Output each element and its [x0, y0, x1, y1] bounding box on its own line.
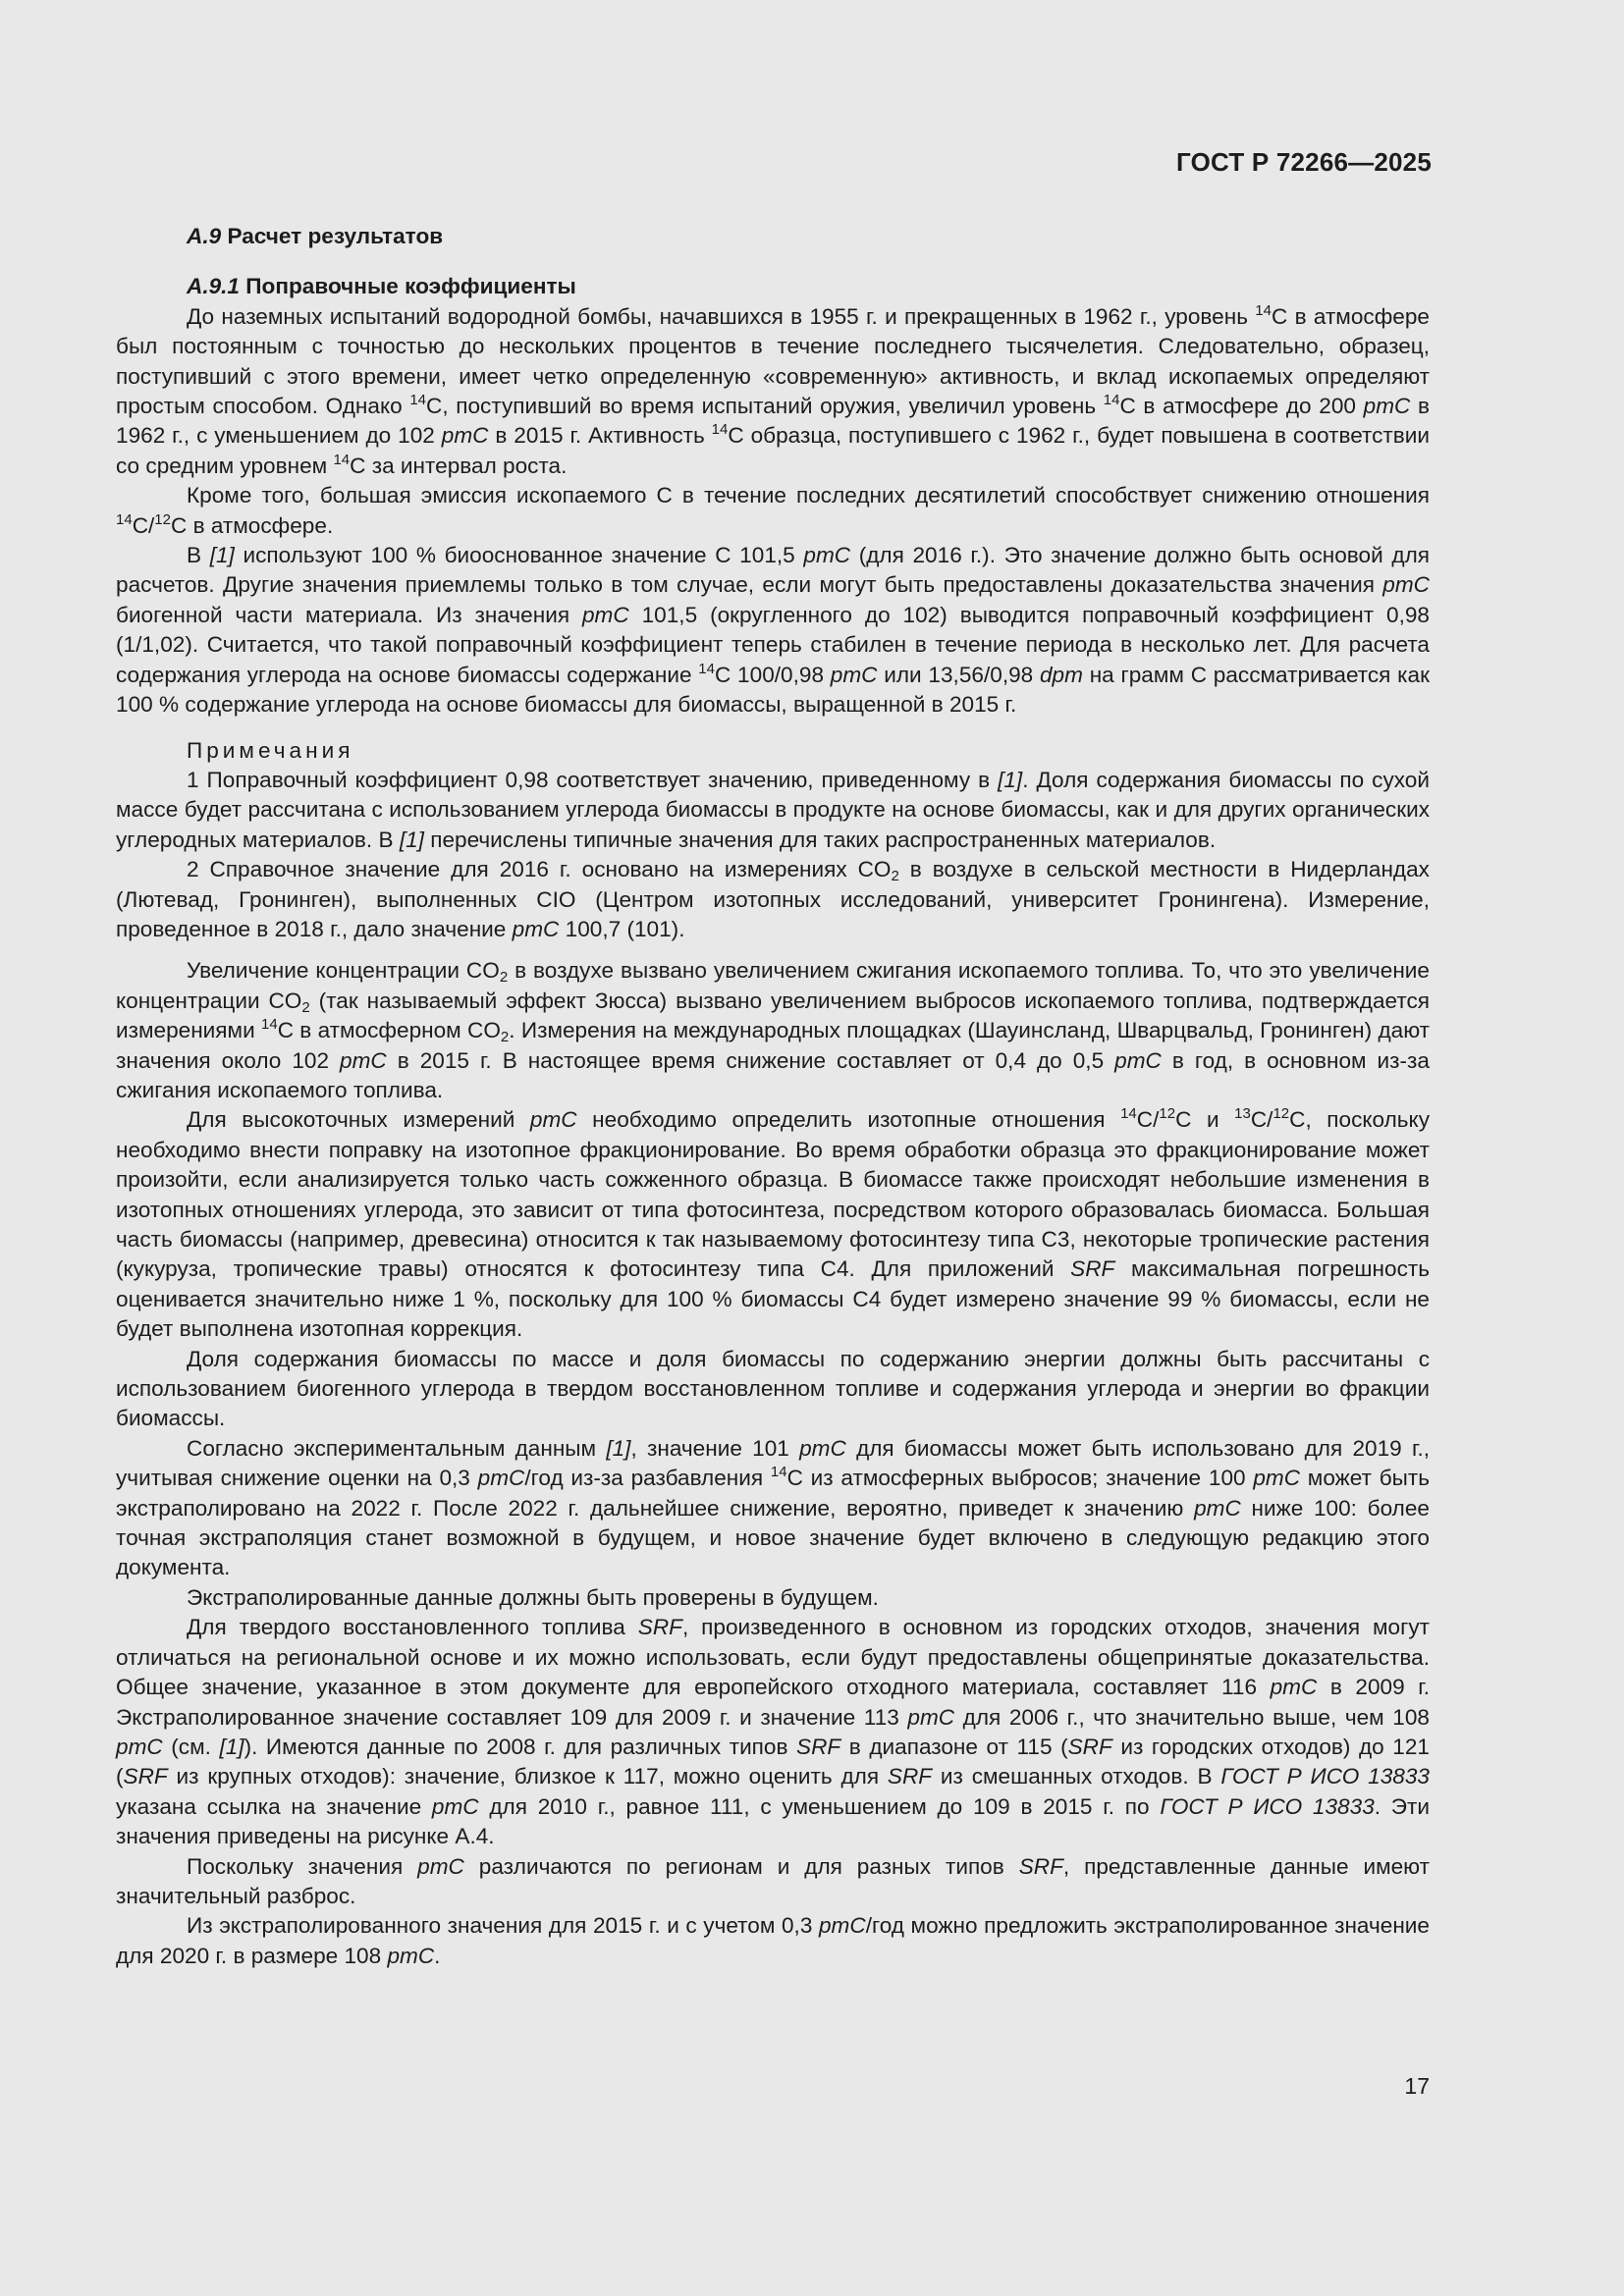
note-item: 2 Справочное значение для 2016 г. основано на измерениях $CO_2$ в воздухе в сельской местности в Нидерландах (Лютевад, Гронинген), выполненных CIO (Центром изотопных исследований, университет Гронингена). Измерение, проведенное в 2018 г., дало значение pmC 100,7 (101). — [116, 857, 1430, 941]
paragraph: Экстраполированные данные должны быть проверены в будущем. — [187, 1584, 879, 1610]
paragraph: До наземных испытаний водородной бомбы, начавшихся в 1955 г. и прекращенных в 1962 г., уровень $^{14}$C в атмосфере был постоянным с точностью до нескольких процентов в течение последнего тысячелетия. Следовательно, образец, поступивший с этого времени, имеет четко определенную «современную» активность, и вклад ископаемых определяют простым способом. Однако $^{14}$C, поступивший во время испытаний оружия, увеличил уровень $^{14}$C в атмосфере до 200 pmC в 1962 г., с уменьшением до 102 pmC в 2015 г. Активность $^{14}$C образца, поступившего с 1962 г., будет повышена в соответствии со средним уровнем $^{14}$C за интервал роста. — [116, 301, 1431, 478]
paragraph: Кроме того, большая эмиссия ископаемого C в течение последних десятилетий способствует снижению отношения $^{14}$C/$^{12}$C в атмосфере. — [116, 483, 1430, 538]
paragraph: Для высокоточных измерений pmC необходимо определить изотопные отношения $^{14}$C/$^{12}$C и $^{13}$C/$^{12}$C, поскольку необходимо внести поправку на изотопное фракционирование. Во время обработки образца это фракционирование может произойти, если анализируется только часть сожженного образца. В биомассе также происходят небольшие изменения в изотопных отношениях углерода, это зависит от типа фотосинтеза, посредством которого образовалась биомасса. Большая часть биомассы (например, древесина) относится к так называемому фотосинтезу типа C3, некоторые тропические растения (кукуруза, тропические травы) относятся к фотосинтезу типа C4. Для приложений SRF максимальная погрешность оценивается значительно ниже 1 %, поскольку для 100 % биомассы C4 будет измерено значение 99 % биомассы, если не будет выполнена изотопная коррекция. — [116, 1105, 1430, 1342]
page-number: 17 — [1404, 2073, 1430, 2099]
subsection-heading — [116, 272, 1430, 301]
paragraph: Поскольку значения pmC различаются по регионам и для разных типов SRF, представленные данные имеют значительный разброс. — [116, 1853, 1430, 1908]
subsection-title: Поправочные коэффициенты — [240, 274, 576, 299]
notes-title: Примечания — [187, 737, 354, 763]
document-header: ГОСТ Р 72266—2025 — [1176, 147, 1432, 177]
section-heading — [116, 222, 1430, 251]
subsection-number: А.9.1 — [187, 274, 241, 299]
paragraph: Из экстраполированного значения для 2015 г. и с учетом 0,3 pmC/год можно предложить экстраполированное значение для 2020 г. в размере 108 pmC. — [116, 1913, 1430, 1968]
note-item: 1 Поправочный коэффициент 0,98 соответствует значению, приведенному в [1]. Доля содержания биомассы по сухой массе будет рассчитана с использованием углерода биомассы в продукте на основе биомассы, как и для других органических углеродных материалов. В [1] перечислены типичные значения для таких распространенных материалов. — [116, 767, 1430, 852]
paragraph: Согласно экспериментальным данным [1], значение 101 pmC для биомассы может быть использовано для 2019 г., учитывая снижение оценки на 0,3 pmC/год из-за разбавления $^{14}$C из атмосферных выбросов; значение 100 pmC может быть экстраполировано на 2022 г. После 2022 г. дальнейшее снижение, вероятно, приведет к значению pmC ниже 100: более точная экстраполяция станет возможной в будущем, и новое значение будет включено в следующую редакцию этого документа. — [116, 1435, 1431, 1580]
section-number: А.9 — [187, 224, 222, 248]
paragraph: В [1] используют 100 % биооснованное значение C 101,5 pmC (для 2016 г.). Это значение должно быть основой для расчетов. Другие значения приемлемы только в том случае, если могут быть предоставлены доказательства значения pmC биогенной части материала. Из значения pmC 101,5 (округленного до 102) выводится поправочный коэффициент 0,98 (1/1,02). Считается, что такой поправочный коэффициент теперь стабилен в течение периода в несколько лет. Для расчета содержания углерода на основе биомассы содержание $^{14}$C 100/0,98 pmC или 13,56/0,98 dpm на грамм C рассматривается как 100 % содержание углерода на основе биомассы для биомассы, выращенной в 2015 г. — [116, 543, 1430, 718]
paragraph: Доля содержания биомассы по массе и доля биомассы по содержанию энергии должны быть рассчитаны с использованием биогенного углерода в твердом восстановленном топливе и содержания углерода и энергии во фракции биомассы. — [116, 1346, 1430, 1431]
page-content — [116, 222, 1430, 1971]
section-title: Расчет результатов — [221, 224, 444, 248]
paragraph: Для твердого восстановленного топлива SRF, произведенного в основном из городских отходов, значения могут отличаться на региональной основе и их можно использовать, если будут предоставлены общепринятые доказательства. Общее значение, указанное в этом документе для европейского отходного материала, составляет 116 pmC в 2009 г. Экстраполированное значение составляет 109 для 2009 г. и значение 113 pmC для 2006 г., что значительно выше, чем 108 pmC (см. [1]). Имеются данные по 2008 г. для различных типов SRF в диапазоне от 115 (SRF из городских отходов) до 121 (SRF из крупных отходов): значение, близкое к 117, можно оценить для SRF из смешанных отходов. В ГОСТ Р ИСО 13833 указана ссылка на значение pmC для 2010 г., равное 111, с уменьшением до 109 в 2015 г. по ГОСТ Р ИСО 13833. Эти значения приведены на рисунке А.4. — [116, 1615, 1431, 1849]
paragraph: Увеличение концентрации $CO_2$ в воздухе вызвано увеличением сжигания ископаемого топлива. То, что это увеличение концентрации $CO_2$ (так называемый эффект Зюсса) вызвано увеличением выбросов ископаемого топлива, подтверждается измерениями $^{14}$C в атмосферном $CO_2$. Измерения на международных площадках (Шауинсланд, Шварцвальд, Гронинген) дают значения около 102 pmC в 2015 г. В настоящее время снижение составляет от 0,4 до 0,5 pmC в год, в основном из-за сжигания ископаемого топлива. — [116, 958, 1430, 1102]
